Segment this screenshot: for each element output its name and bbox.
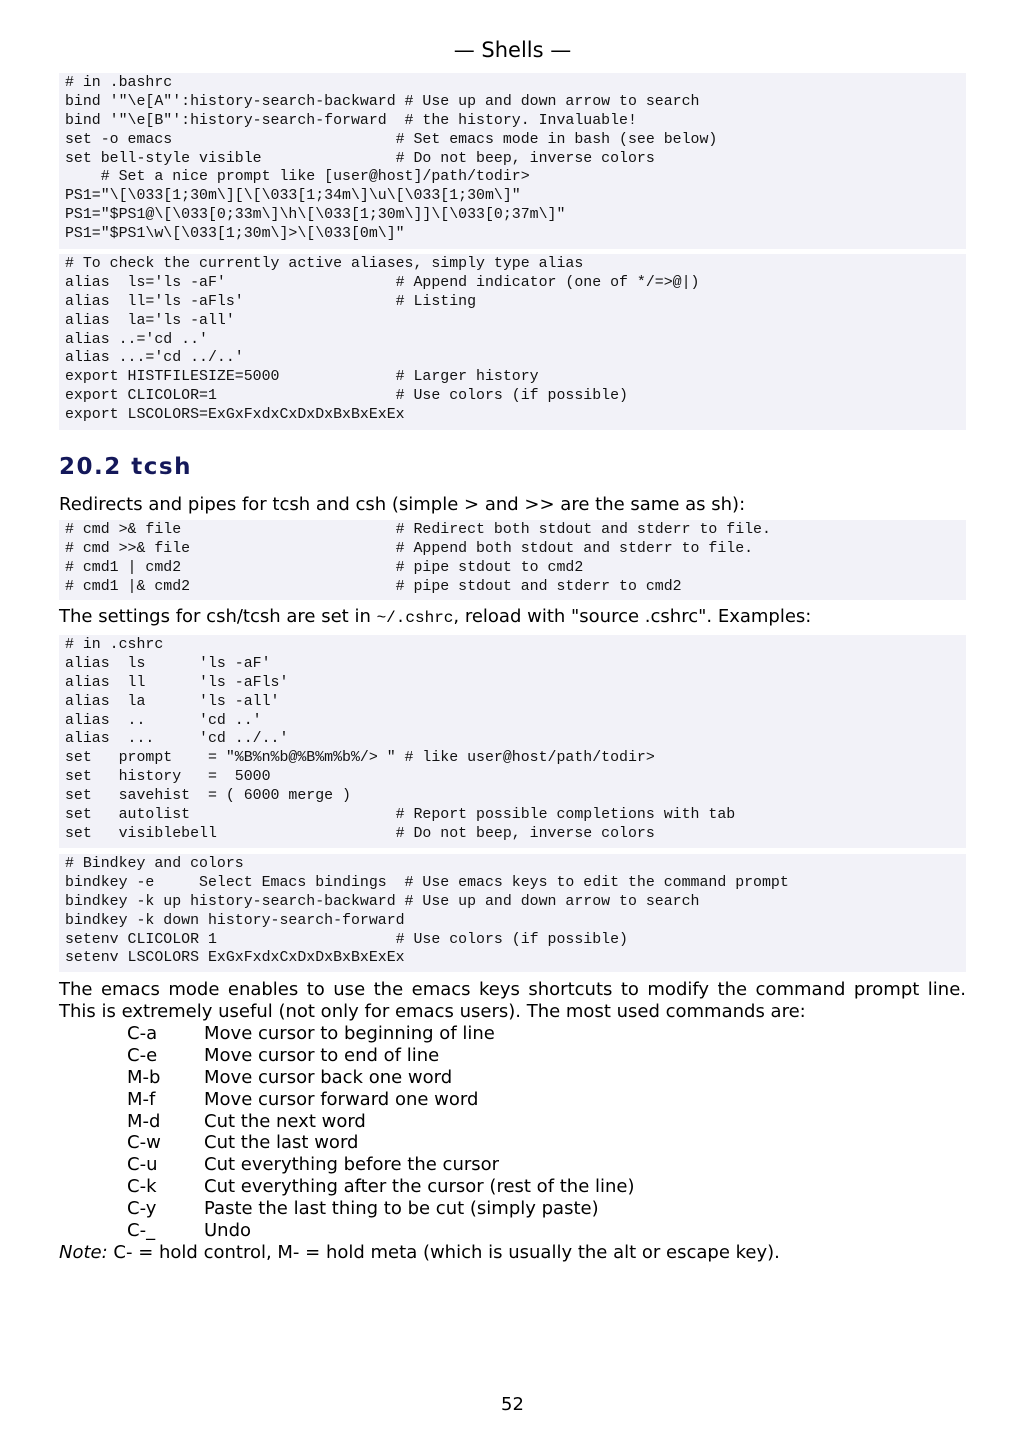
code-line: set -o emacs # Set emacs mode in bash (see below): [65, 131, 718, 148]
paragraph-text: , reload with "source .cshrc". Examples:: [453, 606, 812, 627]
note-text: C- = hold control, M- = hold meta (which is usually the alt or escape key).: [107, 1242, 780, 1263]
note-label: Note:: [59, 1242, 108, 1263]
paragraph-cshrc-settings: [59, 606, 966, 629]
shortcut-item: [127, 1198, 635, 1220]
shortcut-description: Paste the last thing to be cut (simply paste): [204, 1198, 599, 1220]
section-heading: 20.2 tcsh: [59, 454, 192, 480]
code-line: # in .bashrc: [65, 75, 173, 91]
code-line: export LSCOLORS=ExGxFxdxCxDxDxBxBxExEx: [65, 407, 405, 424]
code-block-cshrc: [59, 635, 966, 848]
code-line: # To check the currently active aliases, simply type alias: [65, 256, 584, 272]
code-line: alias ...='cd ../..': [65, 350, 244, 367]
shortcut-key: C-e: [127, 1044, 158, 1066]
code-line: set savehist = ( 6000 merge ): [65, 788, 351, 805]
page-number: 52: [501, 1394, 524, 1415]
paragraph-redirects: Redirects and pipes for tcsh and csh (simple > and >> are the same as sh):: [59, 494, 746, 515]
code-line: set autolist # Report possible completions with tab: [65, 807, 736, 824]
code-line: set history = 5000: [65, 769, 271, 786]
paragraph-text: The settings for csh/tcsh are set in: [59, 606, 377, 627]
code-line: # cmd1 |& cmd2 # pipe stdout and stderr to cmd2: [65, 578, 682, 595]
shortcut-item: [127, 1176, 635, 1198]
shortcut-item: [127, 1132, 635, 1154]
shortcut-description: Cut the next word: [204, 1110, 366, 1132]
code-block-redirects: [59, 520, 966, 600]
shortcut-key: M-d: [127, 1110, 161, 1132]
inline-code: ~/.cshrc: [376, 609, 454, 627]
shortcut-description: Cut everything after the cursor (rest of the line): [204, 1176, 635, 1198]
shortcut-description: Move cursor forward one word: [204, 1088, 479, 1110]
shortcut-description: Move cursor to end of line: [204, 1044, 440, 1066]
shortcut-description: Move cursor to beginning of line: [204, 1023, 495, 1044]
code-line: alias .. 'cd ..': [65, 712, 262, 729]
code-line: export CLICOLOR=1 # Use colors (if possible): [65, 388, 628, 405]
code-line: # cmd1 | cmd2 # pipe stdout to cmd2: [65, 559, 584, 576]
code-line: # cmd >& file # Redirect both stdout and stderr to file.: [65, 522, 771, 538]
code-line: # in .cshrc: [65, 637, 164, 653]
shortcut-item: [127, 1154, 635, 1176]
shortcut-list: [127, 1023, 635, 1242]
code-line: alias ..='cd ..': [65, 331, 208, 348]
running-header: — Shells —: [453, 38, 572, 62]
code-line: # cmd >>& file # Append both stdout and stderr to file.: [65, 540, 754, 557]
paragraph-emacs-mode: The emacs mode enables to use the emacs keys shortcuts to modify the command prompt line. This is extremely useful (not only for emacs users). The most used commands are:: [59, 979, 966, 1022]
shortcut-key: C-y: [127, 1198, 157, 1220]
code-line: bind '"\e[B"':history-search-forward # the history. Invaluable!: [65, 112, 637, 129]
code-line: setenv CLICOLOR 1 # Use colors (if possible): [65, 931, 628, 948]
shortcut-key: C-a: [127, 1023, 158, 1044]
code-line: alias ... 'cd ../..': [65, 731, 289, 748]
code-block-bindkey: [59, 854, 966, 972]
shortcut-description: Move cursor back one word: [204, 1066, 453, 1088]
code-line: set prompt = "%B%n%b@%B%m%b%/> " # like user@host/path/todir>: [65, 750, 655, 767]
code-block-bashrc-bind: [59, 73, 966, 249]
code-line: set visiblebell # Do not beep, inverse colors: [65, 825, 655, 842]
shortcut-item: [127, 1067, 635, 1089]
code-line: bindkey -k up history-search-backward # Use up and down arrow to search: [65, 893, 700, 910]
code-line: alias la 'ls -all': [65, 693, 280, 710]
shortcut-key: C-w: [127, 1132, 161, 1154]
shortcut-key: C-u: [127, 1154, 158, 1176]
shortcut-item: [127, 1045, 635, 1067]
shortcut-item: [127, 1023, 635, 1045]
code-line: alias ll='ls -aFls' # Listing: [65, 293, 477, 310]
code-block-bashrc-aliases: [59, 254, 966, 430]
code-line: # Set a nice prompt like [user@host]/path/todir>: [65, 169, 530, 186]
code-line: setenv LSCOLORS ExGxFxdxCxDxDxBxBxExEx: [65, 950, 405, 967]
code-line: export HISTFILESIZE=5000 # Larger history: [65, 369, 539, 386]
code-line: bind '"\e[A"':history-search-backward # Use up and down arrow to search: [65, 93, 700, 110]
code-line: PS1="$PS1\w\[\033[1;30m\]>\[\033[0m\]": [65, 226, 405, 243]
shortcut-key: C-_: [127, 1220, 156, 1242]
shortcut-description: Undo: [204, 1220, 252, 1242]
shortcut-key: C-k: [127, 1176, 157, 1198]
code-line: bindkey -e Select Emacs bindings # Use emacs keys to edit the command prompt: [65, 874, 789, 891]
shortcut-item: [127, 1220, 635, 1242]
code-line: bindkey -k down history-search-forward: [65, 912, 405, 929]
code-line: alias ll 'ls -aFls': [65, 674, 289, 691]
shortcut-description: Cut everything before the cursor: [204, 1154, 500, 1176]
shortcut-item: [127, 1089, 635, 1111]
shortcut-description: Cut the last word: [204, 1132, 359, 1154]
shortcut-key: M-f: [127, 1088, 156, 1110]
code-line: # Bindkey and colors: [65, 856, 244, 872]
code-line: PS1="$PS1@\[\033[0;33m\]\h\[\033[1;30m\]]\[\033[0;37m\]": [65, 207, 566, 224]
shortcut-item: [127, 1111, 635, 1133]
code-line: alias ls='ls -aF' # Append indicator (one of */=>@|): [65, 274, 700, 291]
code-line: PS1="\[\033[1;30m\][\[\033[1;34m\]\u\[\033[1;30m\]": [65, 188, 521, 205]
code-line: alias la='ls -all': [65, 312, 235, 329]
shortcut-key: M-b: [127, 1066, 161, 1088]
code-line: alias ls 'ls -aF': [65, 655, 271, 672]
code-line: set bell-style visible # Do not beep, inverse colors: [65, 150, 655, 167]
note: [59, 1242, 780, 1264]
